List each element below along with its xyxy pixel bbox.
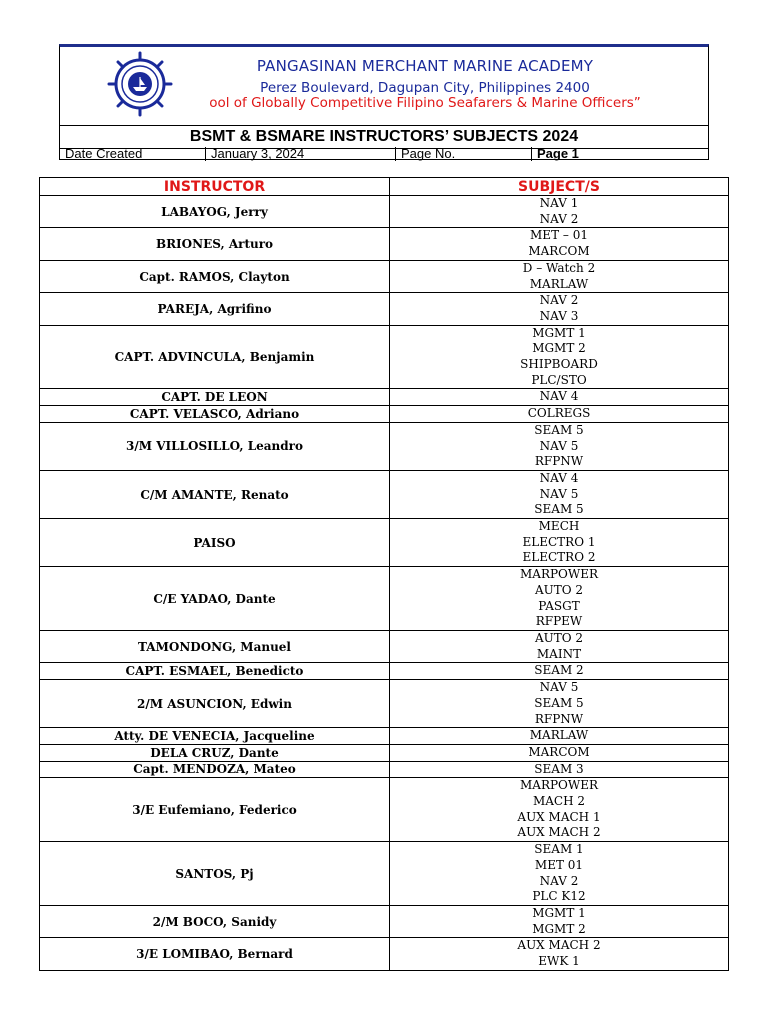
table-row [40,744,729,761]
subject-item: MET – 01 [530,228,588,243]
subject-item: COLREGS [527,406,591,421]
subject-item: MGMT 1 [532,905,586,920]
subject-item: ELECTRO 1 [522,534,596,549]
table-row [40,842,729,906]
instructor-cell: CAPT. ADVINCULA, Benjamin [40,325,390,389]
document-title: BSMT & BSMARE INSTRUCTORS’ SUBJECTS 2024 [60,125,708,149]
subjects-cell [390,196,729,228]
subject-item: SHIPBOARD [520,357,598,372]
table-row [40,519,729,567]
table-row [40,778,729,842]
subject-item: NAV 1 [539,196,579,210]
subject-item: MARPOWER [519,567,599,582]
subjects-cell [390,293,729,325]
instructor-cell: 3/M VILLOSILLO, Leandro [40,422,390,470]
instructor-cell: 2/M ASUNCION, Edwin [40,680,390,728]
table-row [40,406,729,423]
subject-item: MACH 2 [532,794,586,809]
table-row [40,567,729,631]
instructor-cell: C/E YADAO, Dante [40,567,390,631]
date-created-label: Date Created [60,147,206,161]
instructor-cell: PAISO [40,519,390,567]
subjects-cell [390,406,729,423]
subject-item: PLC K12 [532,889,586,904]
academy-address: Perez Boulevard, Dagupan City, Philippines 2400 [260,80,590,96]
table-row [40,663,729,680]
subject-item: NAV 5 [539,680,579,695]
subjects-cell [390,567,729,631]
subjects-cell [390,938,729,970]
instructor-cell: Atty. DE VENECIA, Jacqueline [40,728,390,745]
table-row [40,938,729,970]
instructor-cell: LABAYOG, Jerry [40,196,390,228]
subjects-cell [390,728,729,745]
instructor-cell: C/M AMANTE, Renato [40,470,390,518]
table-row [40,228,729,260]
instructor-cell: Capt. RAMOS, Clayton [40,260,390,292]
subjects-cell [390,778,729,842]
subject-item: SEAM 5 [534,502,584,517]
subject-item: SEAM 5 [534,422,584,437]
subject-item: RFPEW [535,614,583,629]
instructor-cell: CAPT. ESMAEL, Benedicto [40,663,390,680]
subject-item: MET 01 [534,857,584,872]
subject-item: MGMT 2 [532,921,586,936]
instructor-cell: 2/M BOCO, Sanidy [40,905,390,937]
subject-item: AUX MACH 1 [517,809,601,824]
instructor-cell: SANTOS, Pj [40,842,390,906]
instructor-cell: CAPT. DE LEON [40,389,390,406]
subject-item: MARLAW [529,728,589,743]
document-meta-row [60,147,708,161]
page-no-value: Page 1 [537,146,579,161]
page-no-label: Page No. [396,147,532,161]
subject-item: EWK 1 [538,954,580,969]
subjects-cell [390,680,729,728]
subject-item: D – Watch 2 [522,260,596,275]
table-row [40,260,729,292]
subjects-cell [390,228,729,260]
table-row [40,680,729,728]
subject-item: SEAM 1 [534,842,584,857]
subject-item: MARCOM [528,244,590,259]
table-row [40,728,729,745]
instructor-column-header: INSTRUCTOR [40,178,390,196]
subject-item: NAV 5 [539,486,579,501]
subject-item: MAINT [536,646,582,661]
subject-item: NAV 2 [539,873,579,888]
subjects-cell [390,389,729,406]
date-created-value: January 3, 2024 [206,147,396,161]
subjects-cell [390,260,729,292]
instructor-cell: 3/E LOMIBAO, Bernard [40,938,390,970]
academy-motto: ool of Globally Competitive Filipino Seafarers & Marine Officers” [209,95,641,111]
subject-item: MGMT 1 [532,325,586,340]
instructor-cell: PAREJA, Agrifino [40,293,390,325]
subject-item: PASGT [538,598,580,613]
subject-item: MARCOM [528,744,590,759]
academy-name: PANGASINAN MERCHANT MARINE ACADEMY [256,57,594,75]
subject-item: MGMT 2 [532,341,586,356]
table-row [40,905,729,937]
subjects-cell [390,744,729,761]
table-row [40,325,729,389]
instructor-cell: 3/E Eufemiano, Federico [40,778,390,842]
subjects-cell [390,905,729,937]
subjects-cell [390,761,729,778]
subject-item: AUX MACH 2 [517,938,601,953]
subject-item: ELECTRO 2 [522,550,596,565]
table-row [40,470,729,518]
table-header-row [40,178,729,196]
subject-item: PLC/STO [531,372,587,387]
instructor-cell: BRIONES, Arturo [40,228,390,260]
subject-item: RFPNW [534,711,584,726]
subject-item: NAV 2 [539,211,579,226]
subjects-column-header: SUBJECT/S [390,178,729,196]
subject-item: AUTO 2 [534,582,584,597]
subject-item: NAV 4 [539,389,579,404]
table-row [40,761,729,778]
subjects-cell [390,422,729,470]
instructor-cell: Capt. MENDOZA, Mateo [40,761,390,778]
table-row [40,630,729,662]
subject-item: AUTO 2 [534,630,584,645]
subject-item: RFPNW [534,454,584,469]
instructor-cell: CAPT. VELASCO, Adriano [40,406,390,423]
instructors-subjects-table [39,177,729,971]
subject-item: AUX MACH 2 [517,825,601,840]
subject-item: SEAM 2 [534,663,584,678]
subjects-cell [390,325,729,389]
subject-item: SEAM 5 [534,695,584,710]
subject-item: NAV 2 [539,293,579,308]
subjects-cell [390,663,729,680]
subject-item: MECH [538,519,580,534]
subjects-cell [390,630,729,662]
instructor-cell: TAMONDONG, Manuel [40,630,390,662]
table-row [40,196,729,228]
subject-item: NAV 5 [539,438,579,453]
table-row [40,389,729,406]
subject-item: NAV 4 [539,470,579,485]
table-row [40,422,729,470]
subjects-cell [390,470,729,518]
table-row [40,293,729,325]
subject-item: NAV 3 [539,308,579,323]
instructor-cell: DELA CRUZ, Dante [40,744,390,761]
subjects-cell [390,842,729,906]
subject-item: MARPOWER [519,778,599,793]
subject-item: SEAM 3 [534,761,584,776]
document-header [59,44,709,160]
subjects-cell [390,519,729,567]
subject-item: MARLAW [529,276,589,291]
